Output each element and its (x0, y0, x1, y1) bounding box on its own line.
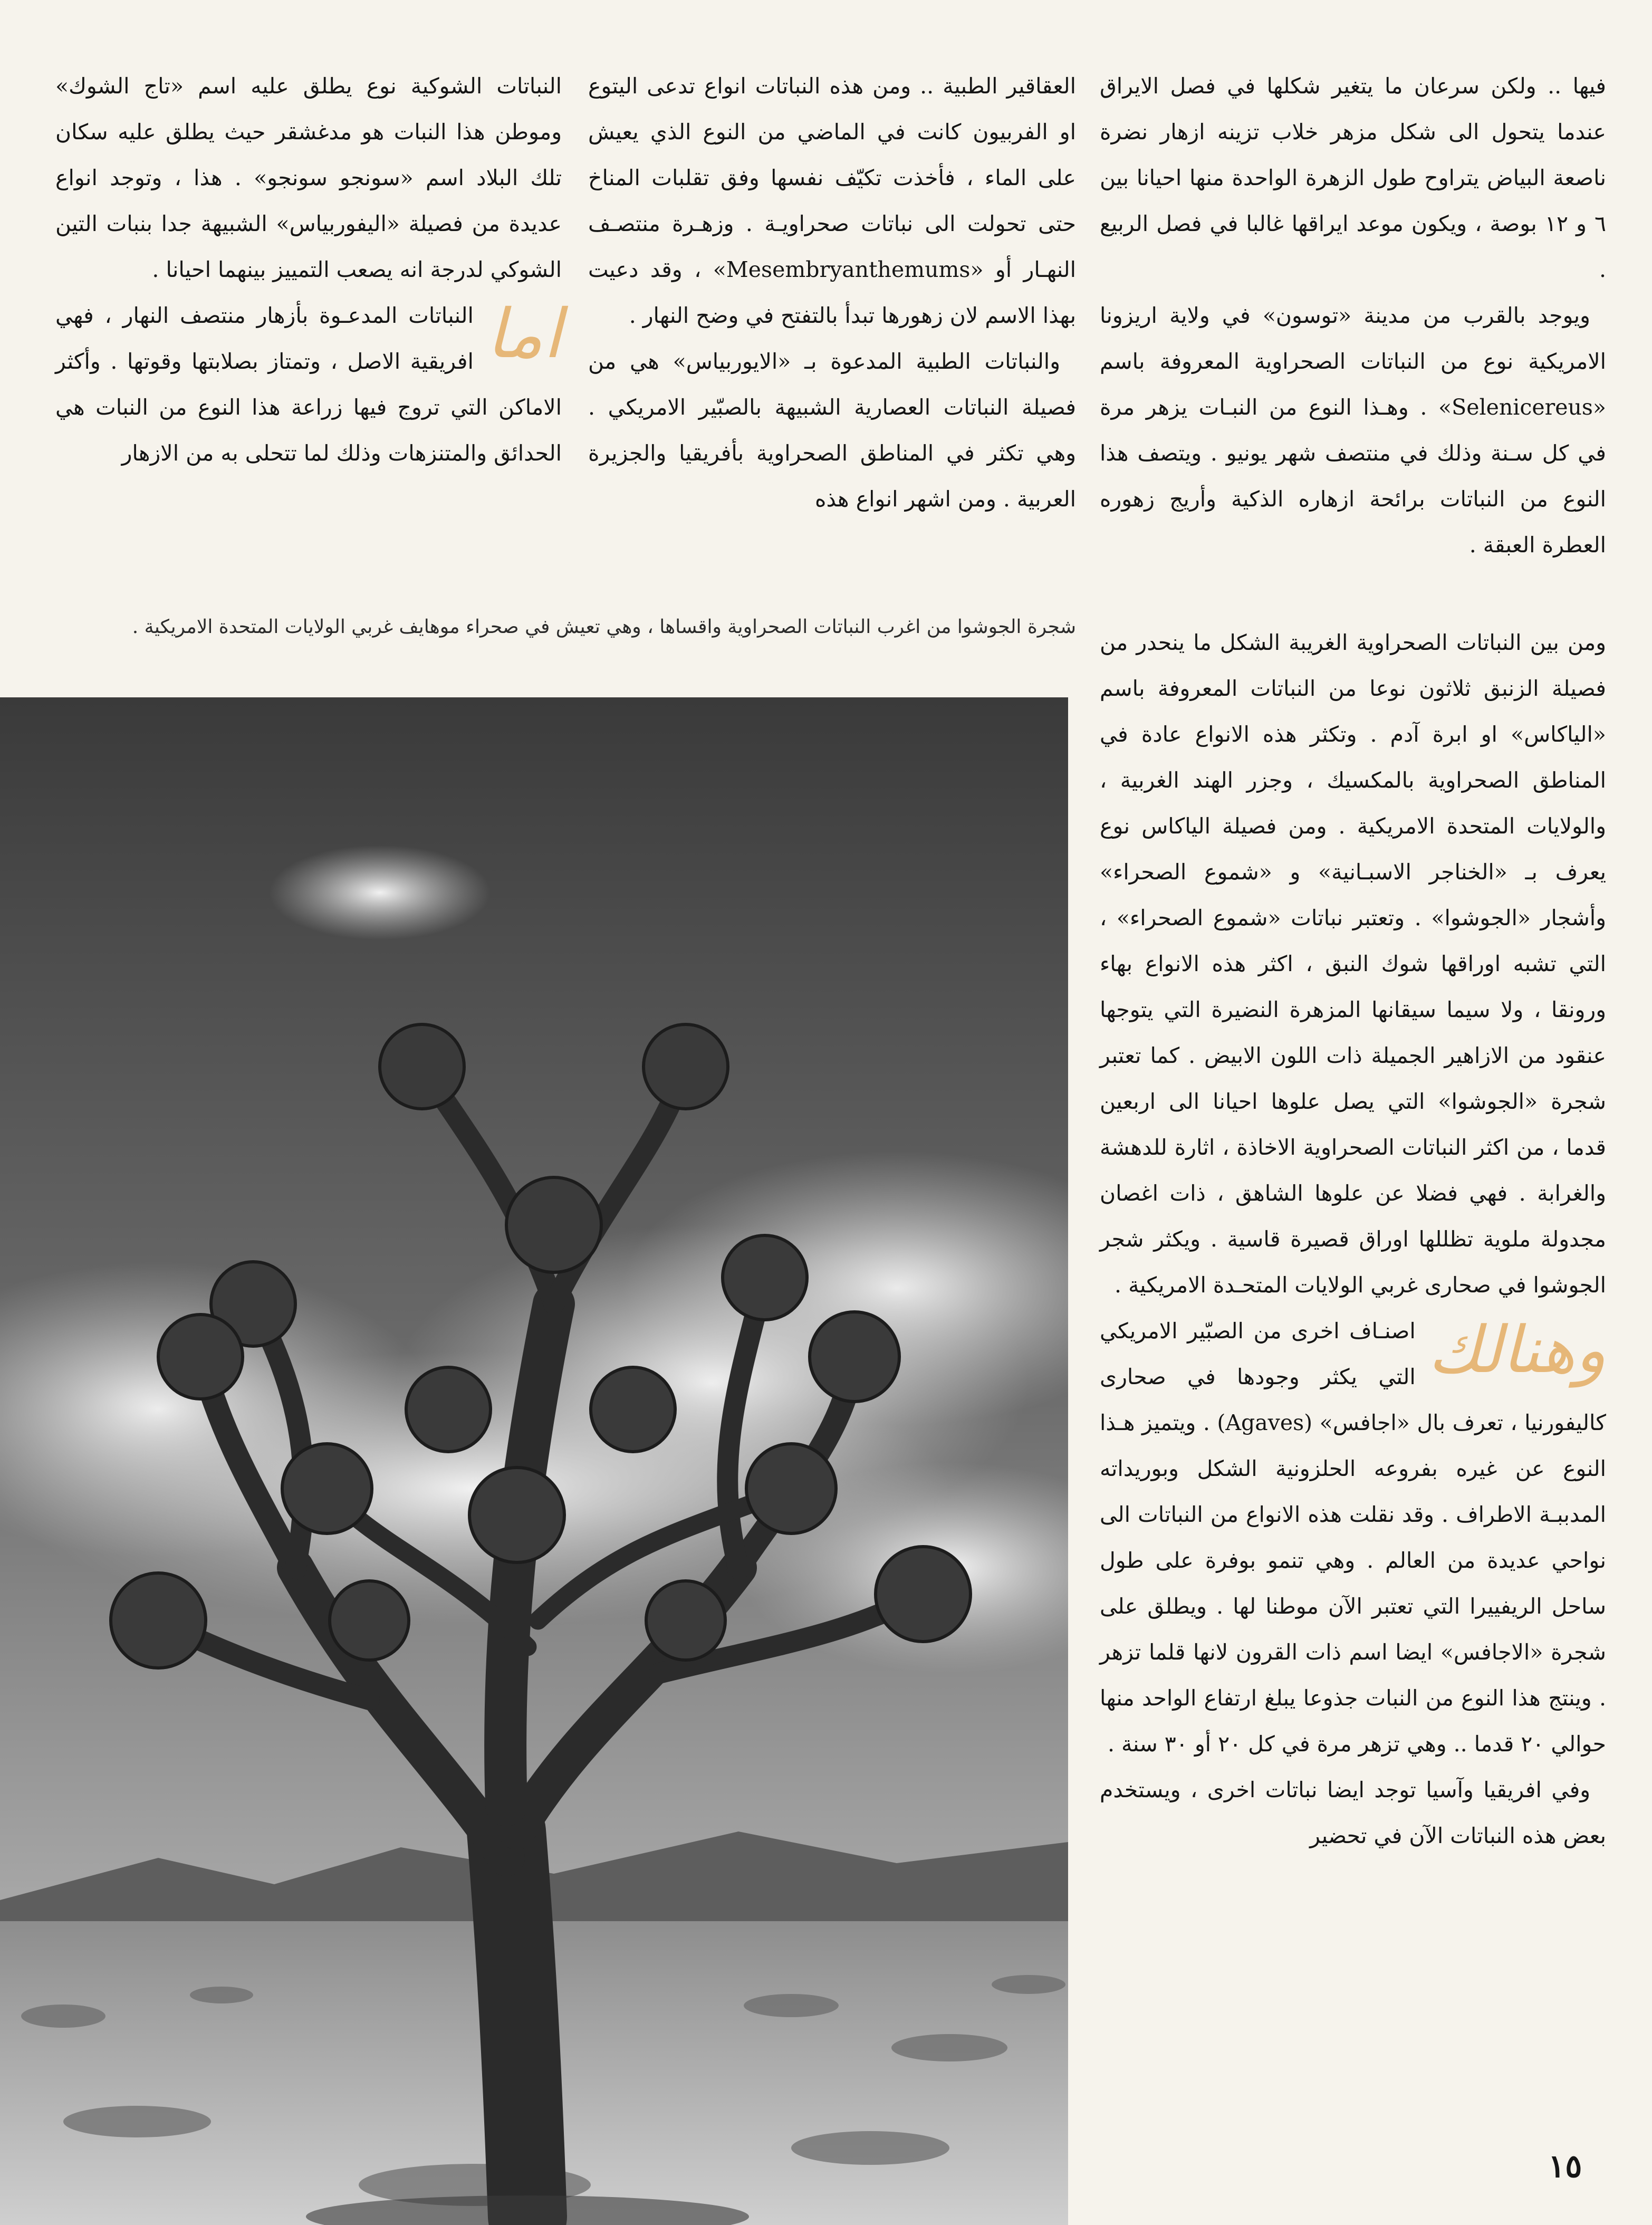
joshua-tree-photo (0, 697, 1068, 2225)
paragraph: والنباتات الطبية المدعوة بـ «الايوربياس» هي من فصيلة النباتات العصارية الشبيهة بالصبّير الامريكي . وهي تكثر في المناطق الصحراوية بأفريقيا والجزيرة العربية . ومن اشهر انواع هذه (588, 349, 1076, 512)
text-column-right-bottom (1100, 620, 1606, 1859)
paragraph: ويوجد بالقرب من مدينة «توسون» في ولاية اريزونا الامريكية نوع من النباتات الصحراوية المعروفة باسم «Selenicereus» . وهـذا النوع من النبـات يزهر مرة في كل سـنة وذلك في منتصف شهر يونيو . ويتصف هذا النوع من النباتات برائحة ازهاره الذكية وأريج زهوره العطرة العبقة . (1100, 303, 1606, 558)
paragraph: النباتات المدعـوة بأزهار منتصف النهار ، فهي افريقية الاصل ، وتمتاز بصلابتها وقوتها . وأكثر الاماكن التي تروج فيها زراعة هذا النوع من النبات هي الحدائق والمتنزهات وذلك لما تتحلى به من الازهار (55, 303, 562, 466)
joshua-tree-image (0, 697, 1068, 2225)
paragraph: وفي افريقيا وآسيا توجد ايضا نباتات اخرى ، ويستخدم بعض هذه النباتات الآن في تحضير (1100, 1777, 1606, 1848)
text-column-middle (588, 63, 1076, 522)
text-column-left (55, 63, 562, 476)
photo-caption: شجرة الجوشوا من اغرب النباتات الصحراوية واقساها ، وهي تعيش في صحراء موهايف غربي الولايات المتحدة الامريكية . (132, 616, 1076, 638)
paragraph: النباتات الشوكية نوع يطلق عليه اسم «تاج الشوك» وموطن هذا النبات هو مدغشقر حيث يطلق عليه سكان تلك البلاد اسم «سونجو سونجو» . هذا ، وتوجد انواع عديدة من فصيلة «اليفوربياس» الشبيهة جدا بنبات التين الشوكي لدرجة انه يصعب التمييز بينهما احيانا . (55, 73, 562, 282)
paragraph: فيها .. ولكن سرعان ما يتغير شكلها في فصل الايراق عندما يتحول الى شكل مزهر خلاب تزينه ازهار نضرة ناصعة البياض يتراوح طول الزهرة الواحدة منها احيانا بين ٦ و ١٢ بوصة ، ويكون موعد ايراقها غالبا في فصل الربيع . (1100, 73, 1606, 282)
paragraph: ومن بين النباتات الصحراوية الغريبة الشكل ما ينحدر من فصيلة الزنبق ثلاثون نوعا من النباتات المعروفة باسم «الياكاس» او ابرة آدم . وتكثر هذه الانواع عادة في المناطق الصحراوية بالمكسيك ، وجزر الهند الغربية ، والولايات المتحدة الامريكية . ومن فصيلة الياكاس نوع يعرف بـ «الخناجر الاسبـانية» و «شموع الصحراء» وأشجار «الجوشوا» . وتعتبر نباتات «شموع الصحراء» ، التي تشبه اوراقها شوك النبق ، اكثر هذه الانواع بهاء ورونقا ، ولا سيما سيقانها المزهرة النضيرة التي يتوجها عنقود من الازاهير الجميلة ذات اللون الابيض . كما تعتبر شجرة «الجوشوا» التي يصل علوها احيانا الى اربعين قدما ، من اكثر النباتات الصحراوية الاخاذة ، اثارة للدهشة والغرابة . فهي فضلا عن علوها الشاهق ، ذات اغصان مجدولة ملوية تظللها اوراق قصيرة قاسية . ويكثر شجر الجوشوا في صحارى غربي الولايات المتحـدة الامريكية . (1100, 630, 1606, 1298)
page-number: ١٥ (1548, 2148, 1582, 2185)
text-column-right-top (1100, 63, 1606, 568)
paragraph: اصنـاف اخرى من الصبّير الامريكي التي يكثر وجودها في صحارى كاليفورنيا ، تعرف بال «اجافس» (Agaves) . ويتميز هـذا النوع عن غيره بفروعه الحلزونية الشكل وبوريداته المدببـة الاطراف . وقد نقلت هذه الانواع من النباتات الى نواحي عديدة من العالم . وهي تنمو بوفرة على طول ساحل الريفييرا التي تعتبر الآن موطنا لها . ويطلق على شجرة «الاجافس» ايضا اسم ذات القرون لانها قلما تزهر . وينتج هذا النوع من النبات جذوعا يبلغ ارتفاع الواحد منها حوالي ٢٠ قدما .. وهي تزهر مرة في كل ٢٠ أو ٣٠ سنة . (1100, 1318, 1606, 1757)
lead-word: اما (486, 295, 562, 373)
paragraph: العقاقير الطبية .. ومن هذه النباتات انواع تدعى اليتوع او الفربيون كانت في الماضي من النوع الذي يعيش على الماء ، فأخذت تكيّف نفسها وفق تقلبات المناخ حتى تحولت الى نباتات صحراويـة . وزهـرة منتصـف النهـار أو «Mesembryanthemums» ، وقد دعيت بهذا الاسم لان زهورها تبدأ بالتفتح في وضح النهار . (588, 73, 1076, 328)
lead-word: وهنالك (1428, 1312, 1606, 1387)
